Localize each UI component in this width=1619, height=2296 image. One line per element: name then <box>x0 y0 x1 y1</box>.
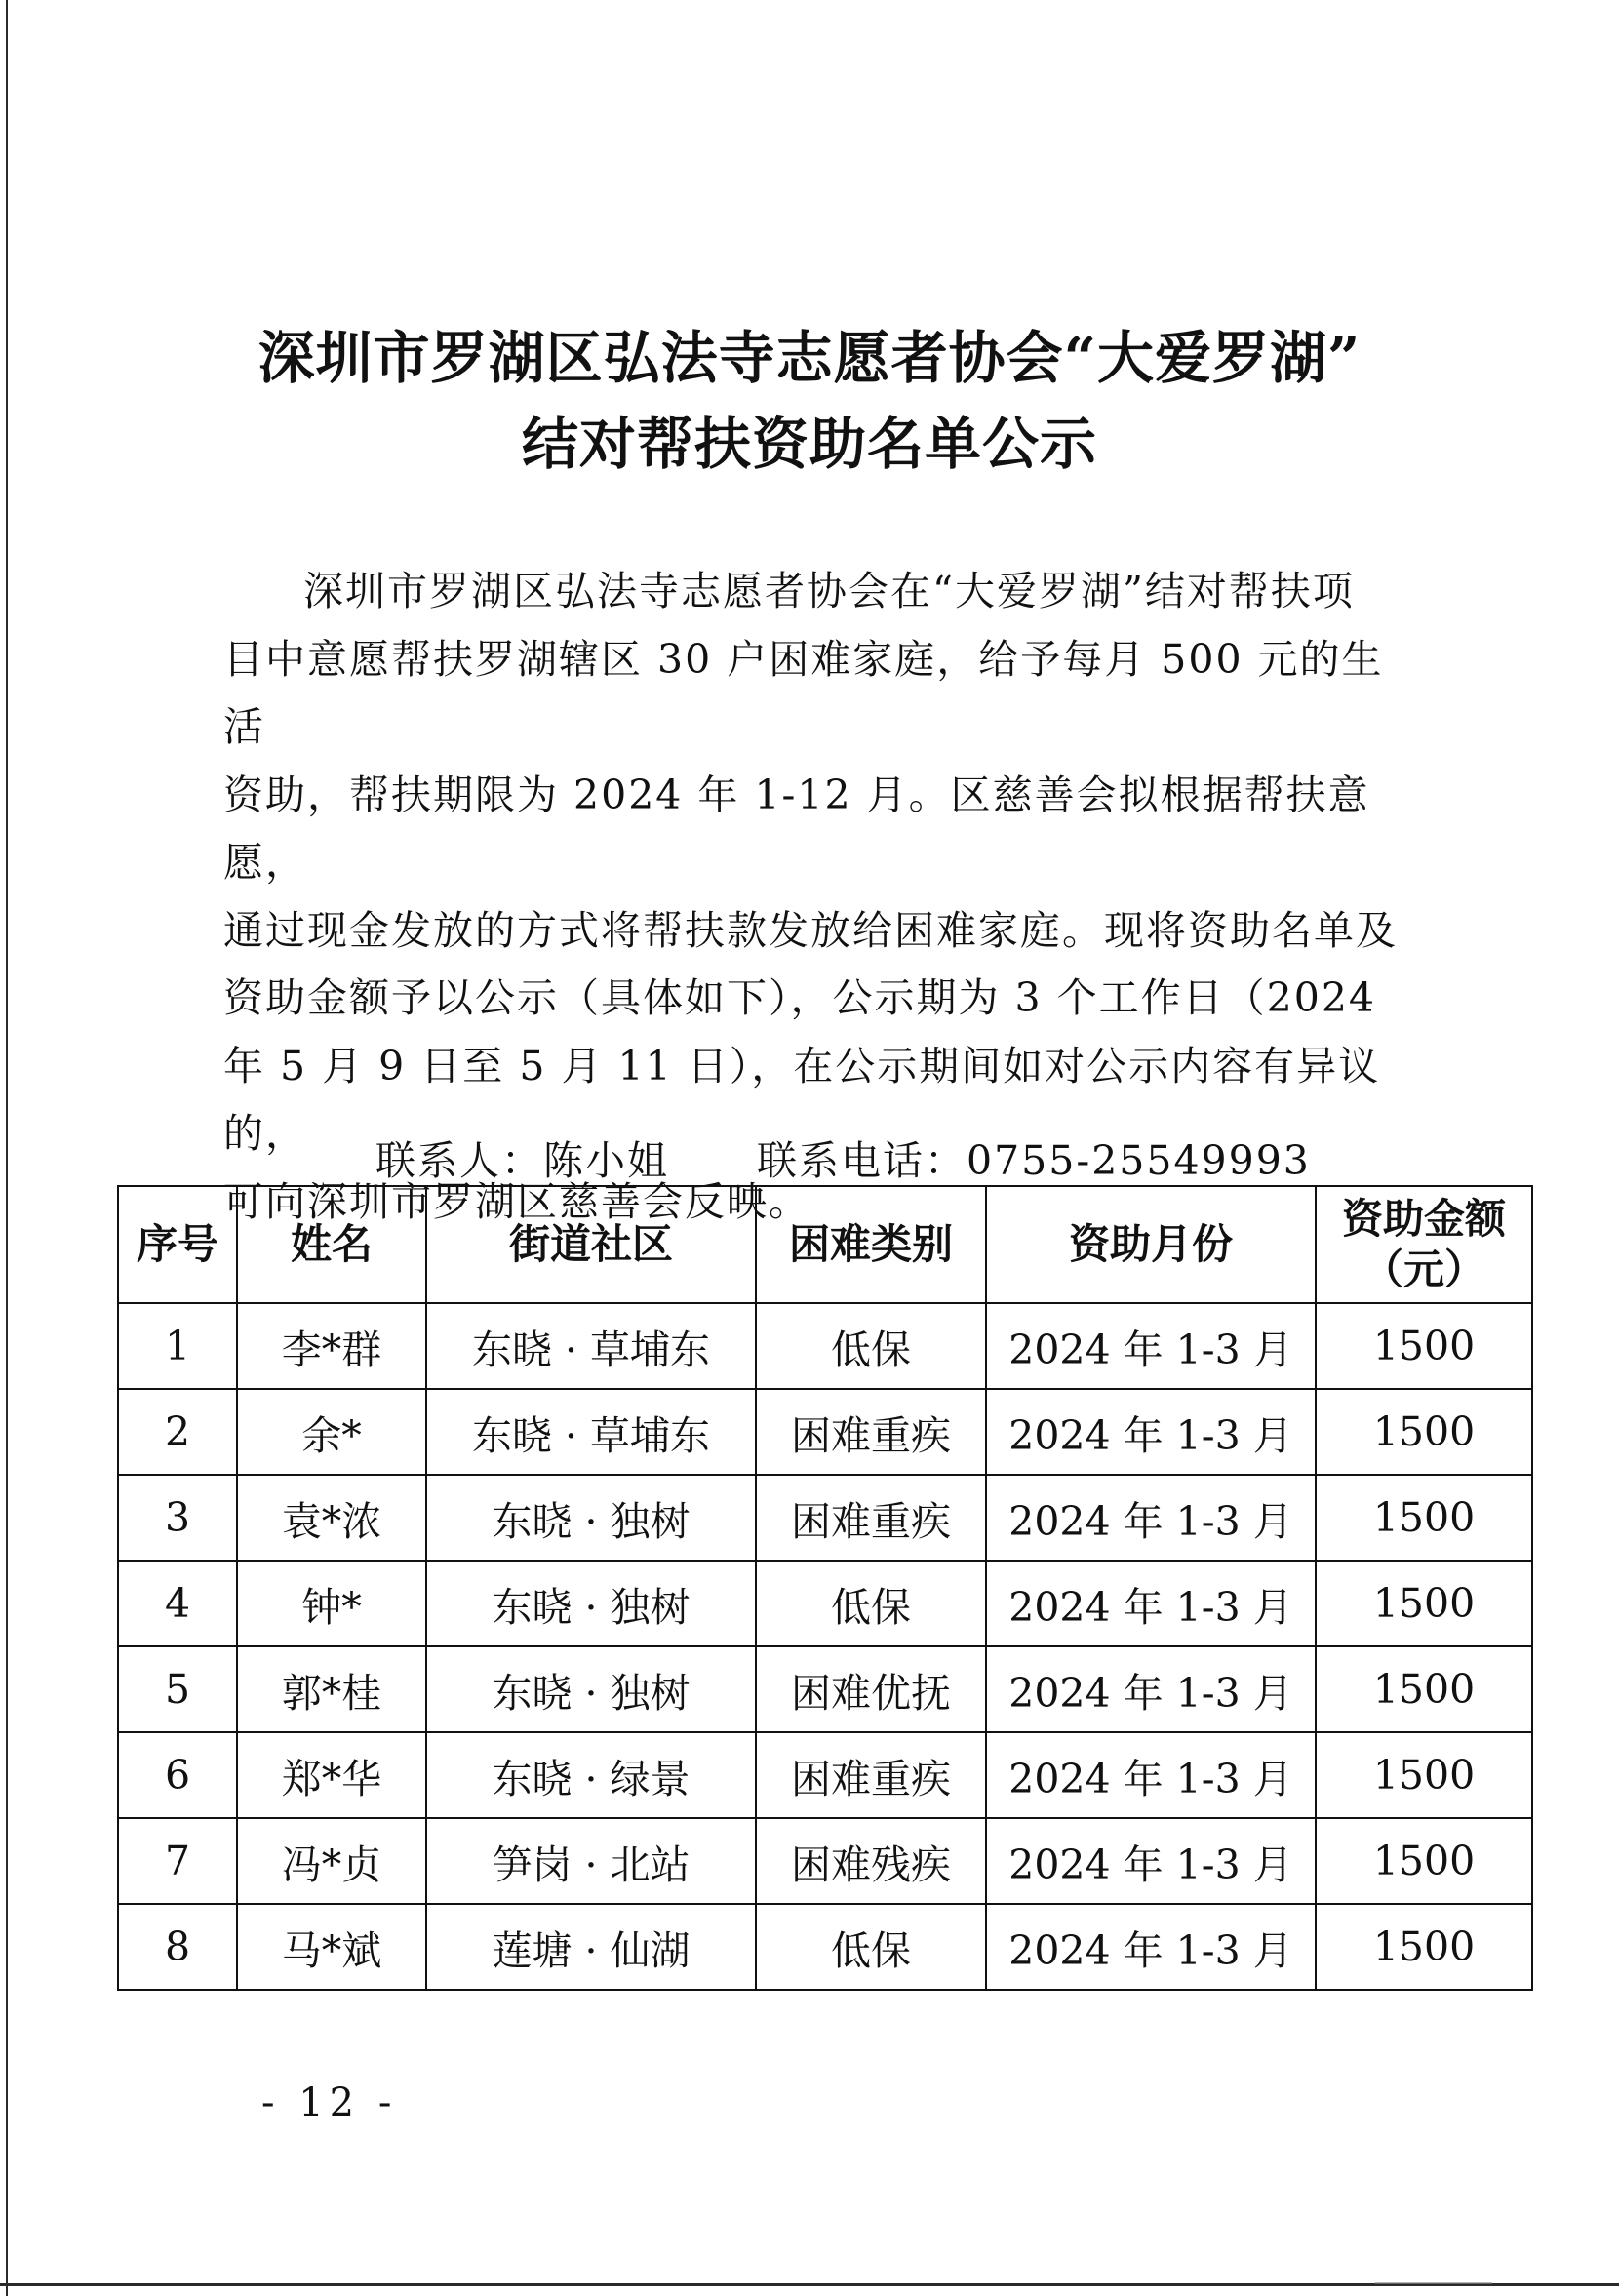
table-row <box>118 1646 1532 1732</box>
header-amount <box>1316 1186 1532 1303</box>
cell-months: 2024 年 1-3 月 <box>986 1389 1316 1475</box>
table-row <box>118 1732 1532 1818</box>
header-name: 姓名 <box>237 1186 426 1303</box>
intro-line-2: 目中意愿帮扶罗湖辖区 30 户困难家庭，给予每月 500 元的生活 <box>223 635 1384 750</box>
cell-amount: 1500 <box>1316 1904 1532 1990</box>
document-title-line-2: 结对帮扶资助名单公示 <box>521 411 1097 477</box>
cell-index: 8 <box>118 1904 237 1990</box>
cell-index: 4 <box>118 1561 237 1646</box>
cell-category: 低保 <box>756 1904 986 1990</box>
page-number: - 12 - <box>261 2080 398 2125</box>
aid-list-table <box>117 1185 1533 1991</box>
cell-amount: 1500 <box>1316 1389 1532 1475</box>
cell-months: 2024 年 1-3 月 <box>986 1646 1316 1732</box>
cell-community: 莲塘 · 仙湖 <box>426 1904 756 1990</box>
table-row <box>118 1389 1532 1475</box>
intro-line-1: 深圳市罗湖区弘法寺志愿者协会在“大爱罗湖”结对帮扶项 <box>303 568 1355 614</box>
intro-line-5: 资助金额予以公示（具体如下），公示期为 3 个工作日（2024 <box>223 974 1376 1021</box>
cell-name: 钟* <box>237 1561 426 1646</box>
cell-community: 东晓 · 绿景 <box>426 1732 756 1818</box>
cell-months: 2024 年 1-3 月 <box>986 1732 1316 1818</box>
table-header-row <box>118 1186 1532 1303</box>
table-row <box>118 1561 1532 1646</box>
contact-phone: 联系电话：0755-25549993 <box>757 1137 1311 1184</box>
header-amount-line-1: 资助金额 <box>1341 1195 1506 1243</box>
cell-index: 1 <box>118 1303 237 1389</box>
table-row <box>118 1904 1532 1990</box>
cell-amount: 1500 <box>1316 1646 1532 1732</box>
cell-index: 5 <box>118 1646 237 1732</box>
table-row <box>118 1818 1532 1904</box>
cell-name: 马*斌 <box>237 1904 426 1990</box>
header-category: 困难类别 <box>756 1186 986 1303</box>
cell-index: 3 <box>118 1475 237 1561</box>
cell-name: 郑*华 <box>237 1732 426 1818</box>
table-row <box>118 1475 1532 1561</box>
cell-index: 2 <box>118 1389 237 1475</box>
cell-category: 困难重疾 <box>756 1389 986 1475</box>
document-title-line-1: 深圳市罗湖区弘法寺志愿者协会“大爱罗湖” <box>257 325 1362 391</box>
cell-category: 低保 <box>756 1561 986 1646</box>
cell-name: 余* <box>237 1389 426 1475</box>
cell-category: 困难残疾 <box>756 1818 986 1904</box>
cell-months: 2024 年 1-3 月 <box>986 1475 1316 1561</box>
cell-community: 笋岗 · 北站 <box>426 1818 756 1904</box>
header-amount-line-2: （元） <box>1362 1246 1485 1293</box>
cell-index: 7 <box>118 1818 237 1904</box>
intro-line-3: 资助，帮扶期限为 2024 年 1-12 月。区慈善会拟根据帮扶意愿， <box>223 771 1370 886</box>
intro-line-7: 可向深圳市罗湖区慈善会反映。 <box>223 1177 810 1225</box>
cell-community: 东晓 · 独树 <box>426 1646 756 1732</box>
cell-months: 2024 年 1-3 月 <box>986 1904 1316 1990</box>
cell-amount: 1500 <box>1316 1475 1532 1561</box>
cell-name: 郭*桂 <box>237 1646 426 1732</box>
intro-line-4: 通过现金发放的方式将帮扶款发放给困难家庭。现将资助名单及 <box>223 906 1398 954</box>
scan-mark <box>1375 2269 1492 2284</box>
table-row <box>118 1303 1532 1389</box>
cell-category: 低保 <box>756 1303 986 1389</box>
cell-index: 6 <box>118 1732 237 1818</box>
cell-community: 东晓 · 草埔东 <box>426 1389 756 1475</box>
cell-category: 困难优抚 <box>756 1646 986 1732</box>
cell-community: 东晓 · 独树 <box>426 1475 756 1561</box>
cell-months: 2024 年 1-3 月 <box>986 1303 1316 1389</box>
header-months: 资助月份 <box>986 1186 1316 1303</box>
contact-person: 联系人：陈小姐 <box>375 1137 669 1184</box>
cell-amount: 1500 <box>1316 1732 1532 1818</box>
cell-amount: 1500 <box>1316 1818 1532 1904</box>
cell-amount: 1500 <box>1316 1303 1532 1389</box>
cell-category: 困难重疾 <box>756 1732 986 1818</box>
intro-line-6: 年 5 月 9 日至 5 月 11 日），在公示期间如对公示内容有异议的， <box>223 1042 1381 1157</box>
contact-line <box>375 1128 1311 1186</box>
cell-category: 困难重疾 <box>756 1475 986 1561</box>
header-index: 序号 <box>118 1186 237 1303</box>
cell-name: 李*群 <box>237 1303 426 1389</box>
cell-community: 东晓 · 草埔东 <box>426 1303 756 1389</box>
cell-months: 2024 年 1-3 月 <box>986 1561 1316 1646</box>
header-community: 街道社区 <box>426 1186 756 1303</box>
cell-name: 冯*贞 <box>237 1818 426 1904</box>
cell-months: 2024 年 1-3 月 <box>986 1818 1316 1904</box>
cell-community: 东晓 · 独树 <box>426 1561 756 1646</box>
cell-name: 袁*浓 <box>237 1475 426 1561</box>
cell-amount: 1500 <box>1316 1561 1532 1646</box>
